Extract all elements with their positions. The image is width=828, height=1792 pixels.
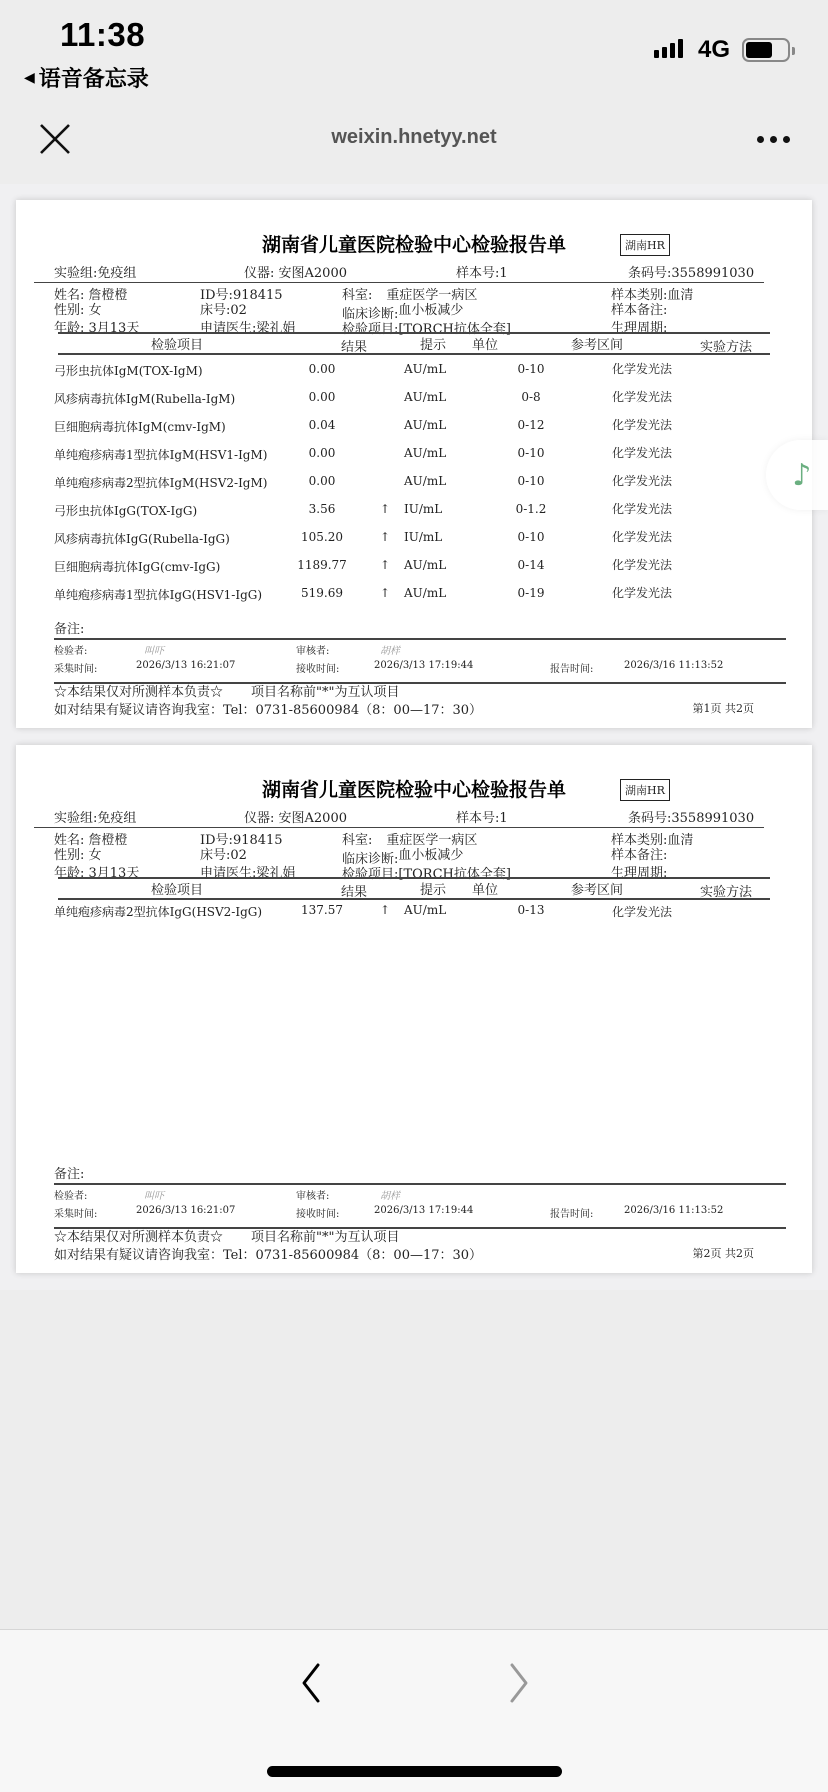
divider <box>34 827 764 828</box>
col-header-unit: 单位 <box>472 883 499 898</box>
diagnosis: 血小板减少 <box>398 848 464 863</box>
col-header-name: 检验项目 <box>151 338 204 353</box>
report-tag: 湖南HR <box>620 779 670 801</box>
high-flag-icon: ↑ <box>379 530 391 544</box>
diagnosis-label: 临床诊断: <box>342 852 399 867</box>
signal-icon <box>654 36 683 58</box>
browser-bottom-bar <box>0 1629 828 1792</box>
back-triangle-icon: ◀ <box>24 69 35 86</box>
high-flag-icon: ↑ <box>379 903 391 917</box>
bed-number: 床号:02 <box>200 848 247 863</box>
sample-note: 样本备注: <box>611 303 668 318</box>
table-row: 风疹病毒抗体IgM(Rubella-IgM) 0.00 AU/mL 0-8 化学发光法 <box>54 390 673 406</box>
patient-col-3 <box>342 288 511 337</box>
more-dot-icon <box>757 136 764 143</box>
report-title: 湖南省儿童医院检验中心检验报告单 <box>261 234 566 256</box>
instrument: 仪器: 安图A2000 <box>244 266 347 281</box>
collect-time: 2026/3/13 16:21:07 <box>136 1205 236 1216</box>
requesting-doctor: 申请医生:梁礼娟 <box>200 866 296 881</box>
test-item: 检验项目:[TORCH抗体全套] <box>342 867 511 882</box>
col-header-result: 结果 <box>341 885 368 900</box>
chevron-left-icon <box>294 1658 334 1708</box>
document-viewer[interactable] <box>0 184 828 1290</box>
page-number: 第2页 共2页 <box>692 1247 754 1260</box>
more-dot-icon <box>783 136 790 143</box>
disclaimer: ☆本结果仅对所测样本负责☆ <box>54 1230 224 1245</box>
dept-label: 科室: <box>342 288 373 303</box>
chevron-right-icon <box>496 1658 536 1708</box>
sample-type: 样本类别:血清 <box>611 833 694 848</box>
patient-col-4 <box>611 833 693 881</box>
col-header-method: 实验方法 <box>700 340 753 355</box>
col-header-unit: 单位 <box>472 338 499 353</box>
back-app-label: 语音备忘录 <box>38 67 149 92</box>
table-row: 风疹病毒抗体IgG(Rubella-IgG) 105.20 ↑ IU/mL 0-10 化学发光法 <box>54 530 673 546</box>
tester-signature: 叫吓 <box>144 646 164 657</box>
col-header-result: 结果 <box>341 340 368 355</box>
divider <box>34 282 764 283</box>
patient-age: 年龄: 3月13天 <box>54 866 140 881</box>
requesting-doctor: 申请医生:梁礼娟 <box>200 321 296 336</box>
back-button[interactable] <box>294 1658 334 1708</box>
col-header-ref: 参考区间 <box>571 883 624 898</box>
high-flag-icon: ↑ <box>379 502 391 516</box>
collect-time: 2026/3/13 16:21:07 <box>136 660 236 671</box>
report-tag: 湖南HR <box>620 234 670 256</box>
patient-col-4 <box>611 288 693 336</box>
table-row: 单纯疱疹病毒2型抗体IgG(HSV2-IgG) 137.57 ↑ AU/mL 0-13 化学发光法 <box>54 903 673 919</box>
table-row: 弓形虫抗体IgG(TOX-IgG) 3.56 ↑ IU/mL 0-1.2 化学发光法 <box>54 502 673 518</box>
barcode: 条码号:3558991030 <box>628 811 755 826</box>
mutual-recognition-note: 项目名称前"*"为互认项目 <box>251 1230 400 1245</box>
diagnosis-label: 临床诊断: <box>342 307 399 322</box>
patient-col-3 <box>342 833 511 882</box>
table-row: 单纯疱疹病毒1型抗体IgG(HSV1-IgG) 519.69 ↑ AU/mL 0-19 化学发光法 <box>54 586 673 602</box>
sample-type: 样本类别:血清 <box>611 288 694 303</box>
tester-signature: 叫吓 <box>144 1191 164 1202</box>
network-type: 4G <box>698 36 731 63</box>
remark-label: 备注: <box>54 622 85 637</box>
divider <box>58 898 770 900</box>
remark-label: 备注: <box>54 1167 85 1182</box>
col-header-ref: 参考区间 <box>571 338 624 353</box>
clock: 11:38 <box>60 16 146 53</box>
report-title: 湖南省儿童医院检验中心检验报告单 <box>261 779 566 801</box>
more-options-button[interactable] <box>757 136 790 143</box>
sample-note: 样本备注: <box>611 848 668 863</box>
receive-time: 2026/3/13 17:19:44 <box>374 1205 474 1216</box>
table-row: 单纯疱疹病毒2型抗体IgM(HSV2-IgM) 0.00 AU/mL 0-10 化学发光法 <box>54 474 673 490</box>
patient-gender: 性别: 女 <box>54 303 102 318</box>
lab-group: 实验组:免疫组 <box>54 266 137 281</box>
patient-id: ID号:918415 <box>200 833 283 848</box>
patient-col-2 <box>200 833 295 881</box>
page-url: weixin.hnetyy.net <box>331 126 497 148</box>
page-number: 第1页 共2页 <box>692 702 754 715</box>
table-row: 单纯疱疹病毒1型抗体IgM(HSV1-IgM) 0.00 AU/mL 0-10 化学发光法 <box>54 446 673 462</box>
receive-time: 2026/3/13 17:19:44 <box>374 660 474 671</box>
reviewer-signature: 胡样 <box>380 646 400 657</box>
bed-number: 床号:02 <box>200 303 247 318</box>
mutual-recognition-note: 项目名称前"*"为互认项目 <box>251 685 400 700</box>
col-header-name: 检验项目 <box>151 883 204 898</box>
forward-button[interactable] <box>496 1658 536 1708</box>
patient-age: 年龄: 3月13天 <box>54 321 140 336</box>
footer-notes <box>54 684 482 720</box>
diagnosis: 血小板减少 <box>398 303 464 318</box>
physiological-cycle: 生理周期: <box>611 866 668 881</box>
test-item: 检验项目:[TORCH抗体全套] <box>342 322 511 337</box>
report-time: 2026/3/16 11:13:52 <box>624 1205 724 1216</box>
patient-id: ID号:918415 <box>200 288 283 303</box>
report-page-2: 湖南省儿童医院检验中心检验报告单 湖南HR 实验组:免疫组 仪器: 安图A2000 样本号:1 条码号:3558991030 姓名: 詹橙橙 性别: 女 年龄: 3月13天 ID号:918415 床号:02 申请医生:梁礼娟 科室: 重症医学一病区 临床诊断:血小板减少 检验项目:[TORCH抗体全套] 样本类别:血清 样本备注: 生理周期: 检验项目 结果 提示 单位 参考区间 实验方法 单纯疱疹病毒2型抗体IgG(HSV2-IgG) 137.57 ↑ AU/mL 0-13 化学发光法 备注: 检验者: 叫吓 审核者: 胡样 采集时间: 2026/3/13 16:21:07 接收时间: 2026/3/13 17:19:44 报告时间: 2026/3/16 11:13:52 ☆本结果仅对所测样本负责☆ 项目名称前"*"为互认项目 如对结果有疑议请咨询我室：Tel：0731-85600984（8：00—17：30） 第2页 共2页 <box>16 745 812 1273</box>
footer-notes <box>54 1229 482 1265</box>
table-row: 弓形虫抗体IgM(TOX-IgM) 0.00 AU/mL 0-10 化学发光法 <box>54 362 673 378</box>
divider <box>58 353 770 355</box>
status-bar <box>0 0 828 100</box>
more-dot-icon <box>770 136 777 143</box>
table-row: 巨细胞病毒抗体IgG(cmv-IgG) 1189.77 ↑ AU/mL 0-14 化学发光法 <box>54 558 673 574</box>
contact-info: 如对结果有疑议请咨询我室：Tel：0731-85600984（8：00—17：30） <box>54 703 483 718</box>
lab-group: 实验组:免疫组 <box>54 811 137 826</box>
patient-name: 姓名: 詹橙橙 <box>54 833 128 848</box>
battery-icon <box>742 38 790 62</box>
contact-info: 如对结果有疑议请咨询我室：Tel：0731-85600984（8：00—17：30） <box>54 1248 483 1263</box>
back-to-app-link[interactable] <box>24 62 149 93</box>
patient-gender: 性别: 女 <box>54 848 102 863</box>
dept-label: 科室: <box>342 833 373 848</box>
col-header-flag: 提示 <box>420 338 447 353</box>
disclaimer: ☆本结果仅对所测样本负责☆ <box>54 685 224 700</box>
patient-col-1 <box>54 833 139 881</box>
sample-number: 样本号:1 <box>456 811 508 826</box>
reviewer-signature: 胡样 <box>380 1191 400 1202</box>
col-header-method: 实验方法 <box>700 885 753 900</box>
instrument: 仪器: 安图A2000 <box>244 811 347 826</box>
divider <box>54 638 786 640</box>
floating-music-button[interactable] <box>766 440 828 510</box>
music-note-icon: ♪ <box>792 457 812 493</box>
report-time: 2026/3/16 11:13:52 <box>624 660 724 671</box>
department: 重症医学一病区 <box>386 833 478 848</box>
patient-name: 姓名: 詹橙橙 <box>54 288 128 303</box>
browser-nav-bar <box>0 100 828 184</box>
col-header-flag: 提示 <box>420 883 447 898</box>
patient-col-2 <box>200 288 295 336</box>
patient-col-1 <box>54 288 139 336</box>
high-flag-icon: ↑ <box>379 558 391 572</box>
divider <box>54 1183 786 1185</box>
home-indicator[interactable] <box>267 1766 562 1777</box>
sample-number: 样本号:1 <box>456 266 508 281</box>
barcode: 条码号:3558991030 <box>628 266 755 281</box>
physiological-cycle: 生理周期: <box>611 321 668 336</box>
department: 重症医学一病区 <box>386 288 478 303</box>
report-page-1: 湖南省儿童医院检验中心检验报告单 湖南HR 实验组:免疫组 仪器: 安图A2000 样本号:1 条码号:3558991030 姓名: 詹橙橙 性别: 女 年龄: 3月13天 ID号:918415 床号:02 申请医生:梁礼娟 科室: 重症医学一病区 临床诊断:血小板减少 检验项目:[TORCH抗体全套] 样本类别:血清 样本备注: 生理周期: 检验项目 结果 提示 单位 参考区间 实验方法 弓形虫抗体IgM(TOX-IgM) 0.00 AU/mL 0-10 化学发光法 风疹病毒抗体IgM(Rubella-IgM) 0.00 AU/mL 0-8 化学发光法 巨细胞病毒抗体IgM(cmv-IgM) 0.04 AU/mL 0-12 化学发光法 单纯疱疹病毒1型抗体IgM(HSV1-IgM) 0.00 AU/mL 0-10 化学发光法 单纯疱疹病毒2型抗体IgM(HSV2-IgM) 0.00 AU/mL 0-10 化学发光法 弓形虫抗体IgG(TOX-IgG) 3.56 ↑ IU/mL 0-1.2 化学发光法 风疹病毒抗体IgG(Rubella-IgG) 105.20 ↑ IU/mL 0-10 化学发光法 巨细胞病毒抗体IgG(cmv-IgG) 1189.77 ↑ AU/mL 0-14 化学发光法 单纯疱疹病毒1型抗体IgG(HSV1-IgG) 519.69 ↑ AU/mL 0-19 化学发光法 备注: 检验者: 叫吓 审核者: 胡样 采集时间: 2026/3/13 16:21:07 接收时间: 2026/3/13 17:19:44 报告时间: 2026/3/16 11:13:52 ☆本结果仅对所测样本负责☆ 项目名称前"*"为互认项目 如对结果有疑议请咨询我室：Tel：0731-85600984（8：00—17：30） 第1页 共2页 <box>16 200 812 728</box>
table-row: 巨细胞病毒抗体IgM(cmv-IgM) 0.04 AU/mL 0-12 化学发光法 <box>54 418 673 434</box>
high-flag-icon: ↑ <box>379 586 391 600</box>
